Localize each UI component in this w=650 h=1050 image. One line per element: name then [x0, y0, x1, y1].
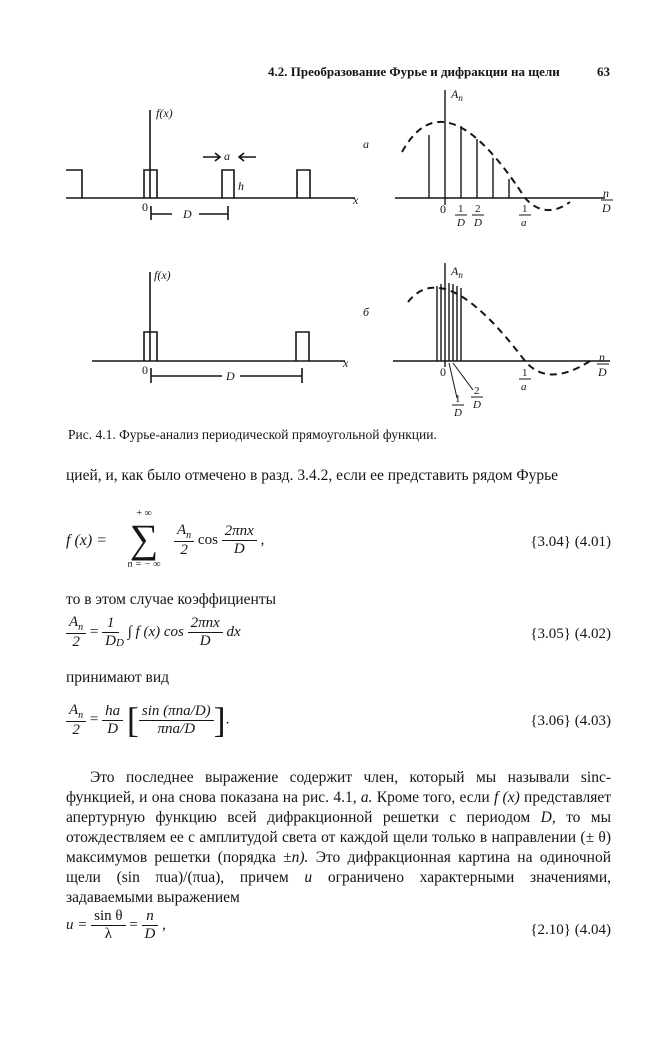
label-b-1-over-a-den: a: [521, 381, 527, 393]
label-n-over-D-a-num: n: [603, 186, 609, 200]
label-b-2-over-D-den: D: [473, 399, 481, 411]
pulse-2: [222, 170, 234, 198]
label-a-width: a: [224, 149, 230, 163]
eq4-ref: {2.10} (4.04): [530, 922, 611, 938]
eq4-frac-nD: $\frac{n}{D}$: [142, 908, 159, 943]
eq1-frac-An: $\frac{A_n}{2}$: [174, 522, 194, 559]
label-b-1-over-a-num: 1: [522, 367, 528, 379]
panel-b-spectrum: [393, 263, 610, 398]
running-header: [268, 64, 610, 80]
label-D-b: D: [226, 369, 235, 383]
eq3-frac-haD: $\frac{ha}{D}$: [102, 703, 123, 738]
label-b-1-over-D-den: D: [454, 407, 462, 419]
eq1-ref: {3.04} (4.01): [530, 534, 611, 550]
label-fx-a: f(x): [156, 106, 173, 120]
eq1-frac-arg: $\frac{\text{2πnx}}{D}$: [222, 523, 257, 558]
label-panel-b: б: [363, 305, 370, 319]
eq2-body: ∫ f (x) cos: [127, 623, 184, 640]
label-D-a: D: [183, 207, 192, 221]
label-x-a: x: [353, 193, 359, 207]
figure-caption: Рис. 4.1. Фурье-анализ периодической прямоугольной функции.: [68, 427, 437, 442]
eq1-sum-bottom: n = − ∞: [127, 559, 161, 570]
equation-4-01: f (x) = + ∞ ∑ n = − ∞ $\frac{A_n}{2}$ cos $\frac{\text{2πnx}}{D}$ , {3.04} (4.01): [66, 508, 611, 570]
equation-4-03: $\frac{A_n}{2}$ = $\frac{ha}{D}$ [ $\frac{\text{sin (πna/D)}}{\text{πna/D}}$ ]. {3.06} (4.03): [66, 697, 611, 757]
eq2-frac-An: $\frac{A_n}{2}$: [66, 614, 86, 651]
label-n-over-D-a-den: D: [602, 201, 611, 215]
leader-2-over-D: [453, 363, 473, 390]
pulse-left: [66, 170, 82, 198]
panel-a-spectrum: [395, 90, 605, 210]
label-h: h: [238, 179, 244, 193]
equation-4-02: $\frac{A_n}{2}$ = $\frac{1}{D}$ $_D$ ∫ f (x) cos $\frac{\text{2πnx}}{D}$ dx {3.05} (4.02): [66, 612, 611, 672]
eq3-frac-An: $\frac{A_n}{2}$: [66, 702, 86, 739]
label-An-b: $A_n$: [451, 264, 463, 280]
eq2-frac-1D: $\frac{1}{D}$: [102, 615, 119, 650]
equation-4-04: u = $\frac{\text{sin θ}}{\lambda}$ = $\frac{n}{D}$ , {2.10} (4.04): [66, 908, 611, 942]
paragraph-3: принимают вид: [66, 669, 170, 686]
eq4-frac-sin: $\frac{\text{sin θ}}{\lambda}$: [91, 908, 125, 943]
eq1-sum: + ∞ ∑ n = − ∞: [127, 508, 161, 570]
label-n-over-D-b-num: n: [599, 350, 605, 364]
eq1-sum-top: + ∞: [136, 508, 152, 519]
pulse-b-2: [296, 332, 309, 361]
sinc-envelope-a: [402, 122, 570, 210]
eq2-frac-arg: $\frac{\text{2πnx}}{D}$: [188, 615, 223, 650]
label-1-over-D-num: 1: [458, 203, 464, 215]
label-2-over-D-num: 2: [475, 203, 481, 215]
label-zero-b: 0: [142, 363, 148, 377]
panel-a-signal: [66, 110, 355, 220]
label-fx-b: f(x): [154, 268, 171, 282]
label-zero-spec-b: 0: [440, 365, 446, 379]
label-x-b: x: [343, 356, 349, 370]
label-zero-spec-a: 0: [440, 202, 446, 216]
label-An-a: $A_n$: [451, 87, 463, 103]
label-b-2-over-D-num: 2: [474, 385, 480, 397]
paragraph-2: то в этом случае коэффициенты: [66, 591, 277, 608]
label-b-1-over-D-num: 1: [455, 393, 461, 405]
header-title: 4.2. Преобразование Фурье и дифракции на щели: [268, 64, 560, 79]
figure-4-1: [0, 80, 650, 430]
panel-b-signal: [92, 272, 345, 383]
label-2-over-D-den: D: [474, 217, 482, 229]
label-zero-a: 0: [142, 200, 148, 214]
page-number: 63: [597, 64, 610, 79]
label-panel-a: a: [363, 137, 369, 151]
eq1-cos: cos: [197, 531, 218, 548]
eq2-int-sub: D: [115, 636, 124, 649]
label-1-over-a-den: a: [521, 217, 527, 229]
label-1-over-D-den: D: [457, 217, 465, 229]
label-1-over-a-num: 1: [522, 203, 528, 215]
eq3-frac-sinc: $\frac{\text{sin (πna/D)}}{\text{πna/D}}$: [139, 703, 214, 738]
pulse-3: [297, 170, 310, 198]
paragraph-4: Это последнее выражение содержит член, который мы называли sinc-функцией, и она снова показана на рис. 4.1, a. Кроме того, если f (x) представляет апертурную функцию всей дифракционной решетки с периодом D, то мы отождествляем ее с амплитудой света от каждой щели только в направлении (± θ) максимумов решетки (порядка ±n). Это дифракционная картина на одиночной щели (sin πua)/(πua), причем u ограничено характерными значениями, задаваемыми выражением: [66, 769, 612, 906]
eq2-ref: {3.05} (4.02): [530, 626, 611, 642]
paragraph-1: цией, и, как было отмечено в разд. 3.4.2, если ее представить рядом Фурье: [66, 467, 559, 484]
figure-drawing: [0, 80, 650, 430]
label-n-over-D-b-den: D: [598, 365, 607, 379]
eq4-lhs: u =: [66, 916, 88, 933]
eq1-lhs: f (x) =: [66, 532, 107, 549]
eq3-ref: {3.06} (4.03): [530, 713, 611, 729]
